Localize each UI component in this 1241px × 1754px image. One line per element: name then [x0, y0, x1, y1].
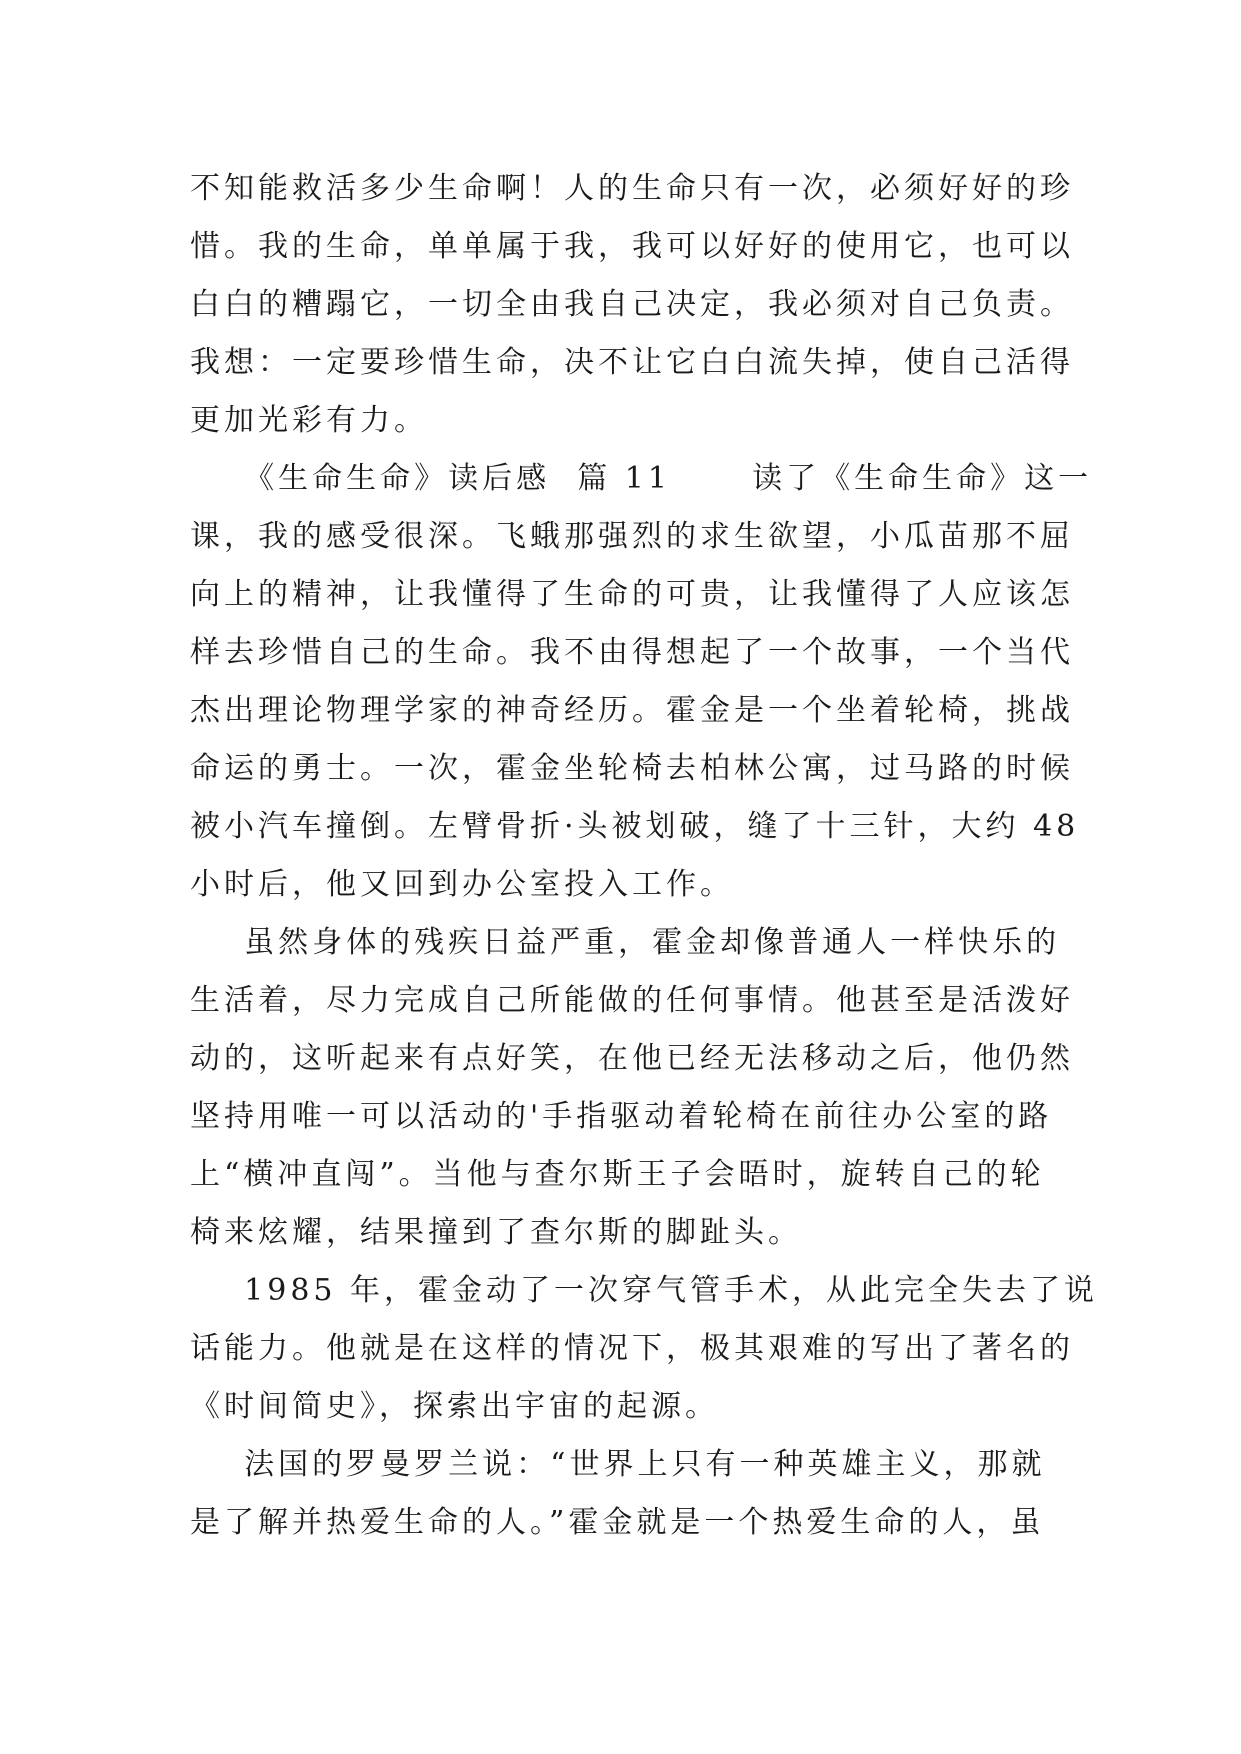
- text-line: 课，我的感受很深。飞蛾那强烈的求生欲望，小瓜苗那不屈: [190, 519, 1074, 554]
- text-line: 杰出理论物理学家的神奇经历。霍金是一个坐着轮椅，挑战: [190, 693, 1074, 728]
- paragraph-start-line: 虽然身体的残疾日益严重，霍金却像普通人一样快乐的: [190, 925, 1061, 960]
- text-line: 《时间简史》，探索出宇宙的起源。: [190, 1389, 719, 1424]
- text-line: 动的，这听起来有点好笑，在他已经无法移动之后，他仍然: [190, 1041, 1074, 1076]
- text-line: 话能力。他就是在这样的情况下，极其艰难的写出了著名的: [190, 1331, 1074, 1366]
- text-line: 向上的精神，让我懂得了生命的可贵，让我懂得了人应该怎: [190, 577, 1074, 612]
- text-line: 更加光彩有力。: [190, 403, 428, 438]
- text-line: 小时后，他又回到办公室投入工作。: [190, 867, 734, 902]
- text-line: 是了解并热爱生命的人。”霍金就是一个热爱生命的人，虽: [190, 1505, 1045, 1540]
- text-line: 白白的糟蹋它，一切全由我自己决定，我必须对自己负责。: [190, 287, 1074, 322]
- text-line: 命运的勇士。一次，霍金坐轮椅去柏林公寓，过马路的时候: [190, 751, 1074, 786]
- section-heading-line: 《生命生命》读后感 篇 11 读了《生命生命》这一: [190, 461, 1093, 496]
- body-text: [190, 160, 1099, 1552]
- text-line: 椅来炫耀，结果撞到了查尔斯的脚趾头。: [190, 1215, 802, 1250]
- text-line: 坚持用唯一可以活动的'手指驱动着轮椅在前往办公室的路: [190, 1099, 1053, 1134]
- text-line: 样去珍惜自己的生命。我不由得想起了一个故事，一个当代: [190, 635, 1074, 670]
- paragraph-start-line: 1985 年，霍金动了一次穿气管手术，从此完全失去了说: [190, 1273, 1099, 1308]
- text-line: 被小汽车撞倒。左臂骨折·头被划破，缝了十三针，大约 48: [190, 809, 1080, 844]
- text-line: 上“横冲直闯”。当他与查尔斯王子会晤时，旋转自己的轮: [190, 1157, 1045, 1192]
- text-line: 不知能救活多少生命啊！人的生命只有一次，必须好好的珍: [190, 171, 1074, 206]
- paragraph-start-line: 法国的罗曼罗兰说：“世界上只有一种英雄主义，那就: [190, 1447, 1046, 1482]
- text-line: 我想：一定要珍惜生命，决不让它白白流失掉，使自己活得: [190, 345, 1074, 380]
- text-line: 惜。我的生命，单单属于我，我可以好好的使用它，也可以: [190, 229, 1074, 264]
- text-line: 生活着，尽力完成自己所能做的任何事情。他甚至是活泼好: [190, 983, 1074, 1018]
